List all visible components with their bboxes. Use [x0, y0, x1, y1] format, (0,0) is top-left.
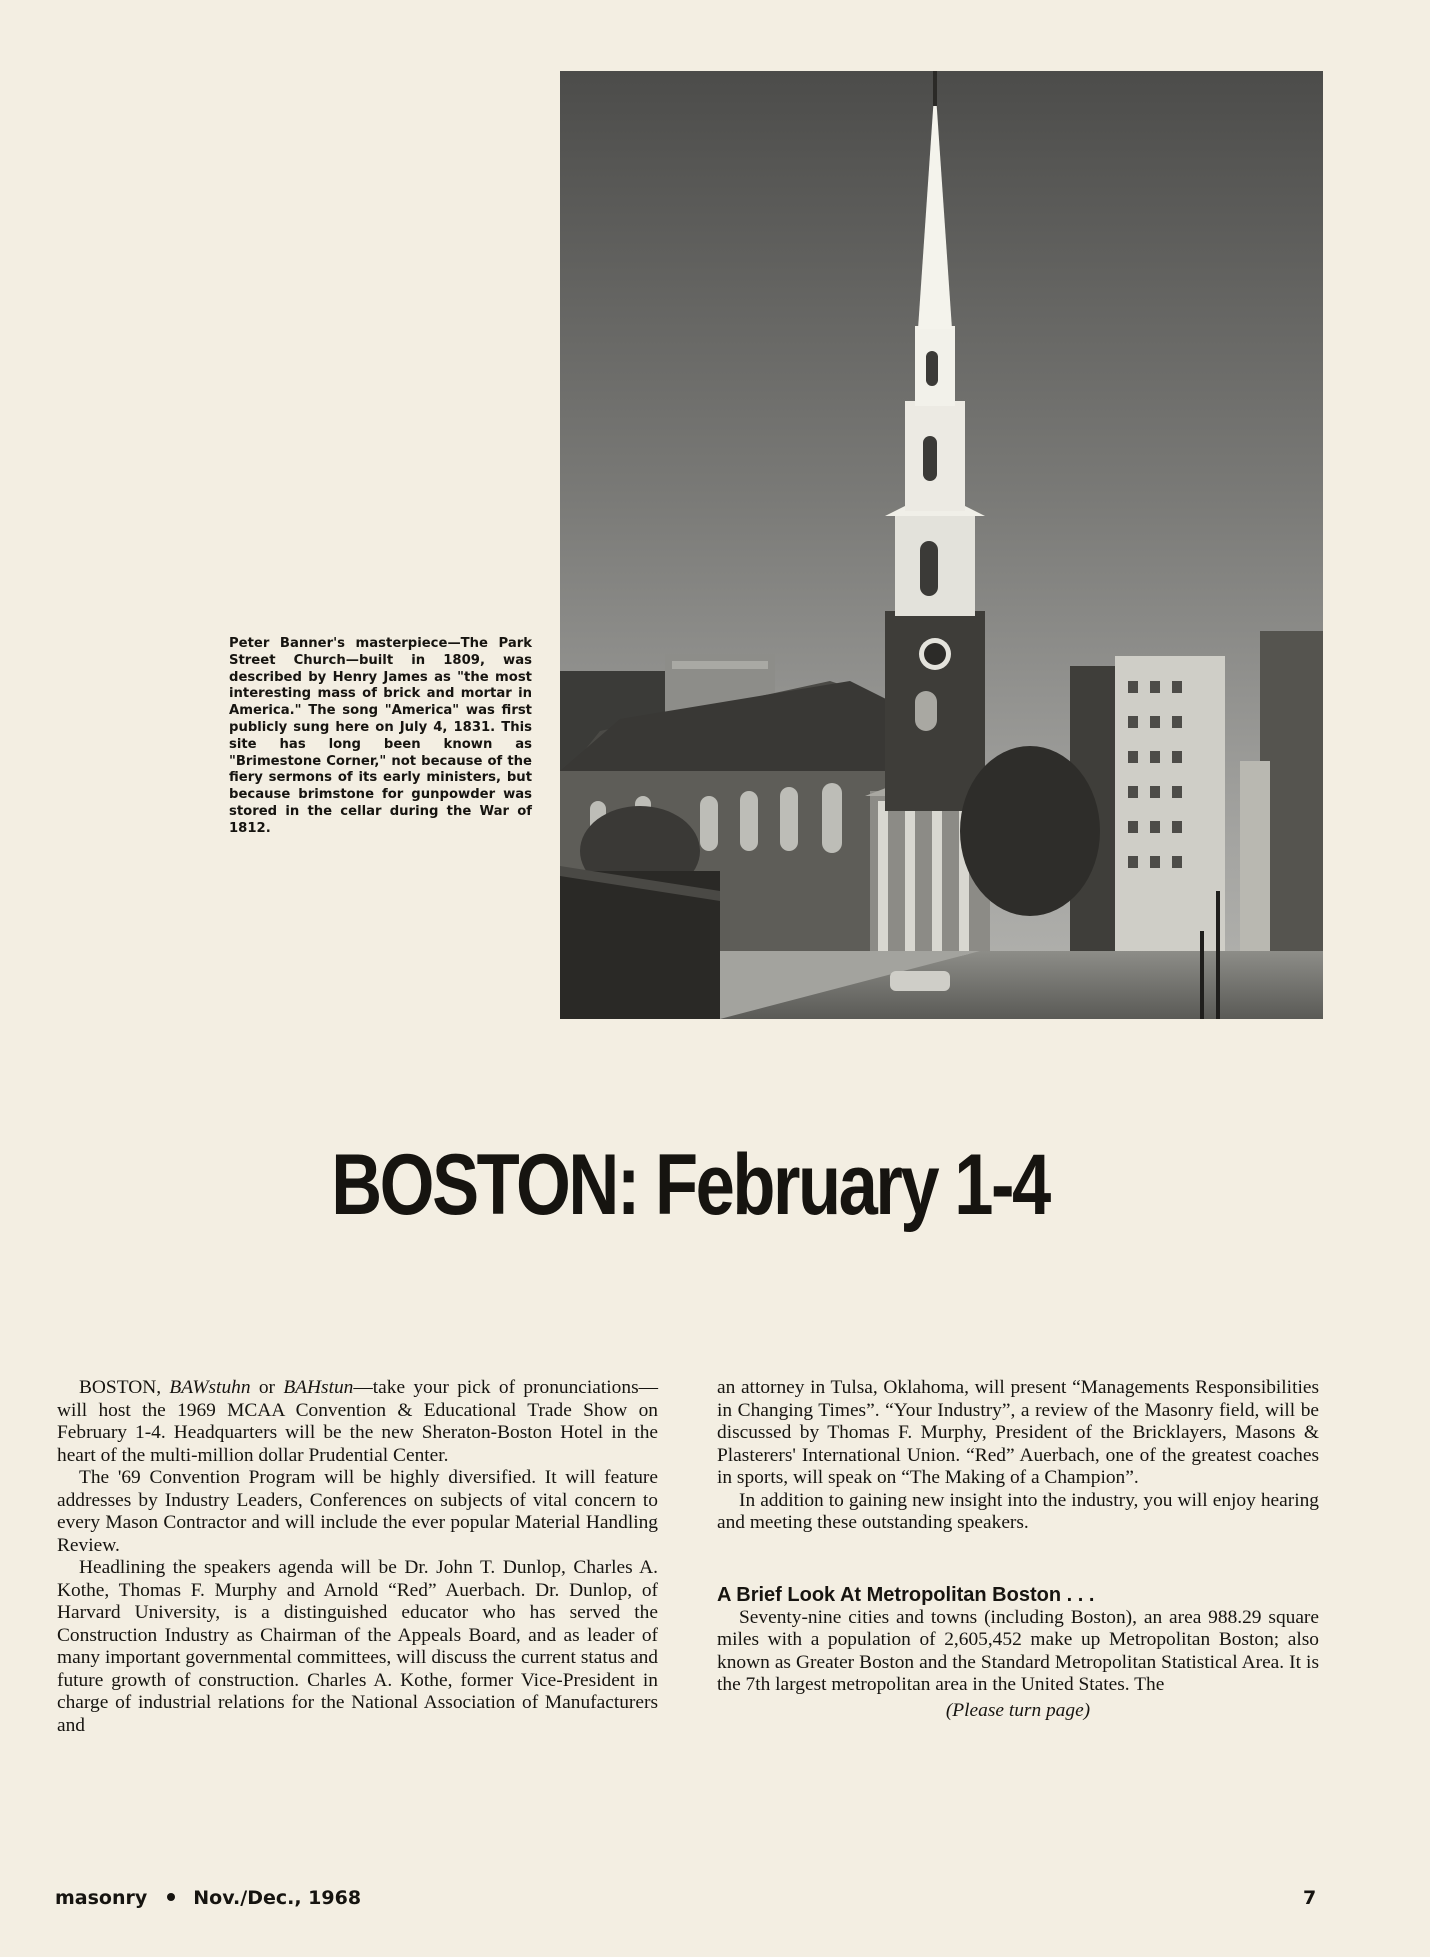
turn-page-note: (Please turn page) [945, 1699, 1091, 1721]
park-street-church-photo [560, 71, 1323, 1019]
section-heading: A Brief Look At Metropolitan Boston . . . [717, 1583, 1095, 1606]
footer-date: Nov./Dec., 1968 [193, 1887, 362, 1909]
photo-caption: Peter Banner's masterpiece—The Park Street Church—built in 1809, was described by Henry James as "the most interesting mass of brick and mortar in America." The song "America" was first publicly sung here on July 4, 1831. This site has long been known as "Brimestone Corner," not because of the fiery sermons of its early ministers, but because brimstone for gunpowder was stored in the cellar during the War of 1812. [229, 636, 532, 836]
page-number: 7 [1303, 1887, 1317, 1909]
page-headline: BOSTON: February 1-4 [331, 1137, 1049, 1233]
article-paragraph: In addition to gaining new insight into the industry, you will enjoy hearing and meeting these outstanding speakers. [717, 1489, 1319, 1533]
article-paragraph: Seventy-nine cities and towns (including Boston), an area 988.29 square miles with a population of 2,605,452 make up Metropolitan Boston; also known as Greater Boston and the Standard Metropolitan Statistical Area. It is the 7th largest metropolitan area in the United States. The [717, 1606, 1319, 1695]
footer-magazine: masonry [55, 1887, 148, 1909]
article-paragraph: BOSTON, BAWstuhn or BAHstun—take your pick of pronunciations—will host the 1969 MCAA Convention & Educational Trade Show on February 1-4. Headquarters will be the new Sheraton-Boston Hotel in the heart of the multi-million dollar Prudential Center. [57, 1377, 659, 1466]
article-column-left [57, 1377, 658, 1737]
article-column-right [717, 1377, 1319, 1722]
footer-publication [55, 1887, 361, 1909]
bullet-icon [167, 1893, 175, 1901]
article-paragraph: Headlining the speakers agenda will be Dr. John T. Dunlop, Charles A. Kothe, Thomas F. Murphy and Arnold “Red” Auerbach. Dr. Dunlop, of Harvard University, is a distinguished educator who has served the Construction Industry as Chairman of the Appeals Board, and as leader of many important governmental committees, will discuss the current status and future growth of construction. Charles A. Kothe, former Vice-President in charge of industrial relations for the National Association of Manufacturers and [57, 1557, 658, 1736]
article-paragraph: an attorney in Tulsa, Oklahoma, will present “Managements Responsibilities in Changing Times”. “Your Industry”, a review of the Masonry field, will be discussed by Thomas F. Murphy, President of the Bricklayers, Masons & Plasterers' International Union. “Red” Auerbach, one of the greatest coaches in sports, will speak on “The Making of a Champion”. [717, 1377, 1319, 1488]
article-paragraph: The '69 Convention Program will be highly diversified. It will feature addresses by Industry Leaders, Conferences on subjects of vital concern to every Mason Contractor and will include the ever popular Material Handling Review. [57, 1467, 658, 1556]
